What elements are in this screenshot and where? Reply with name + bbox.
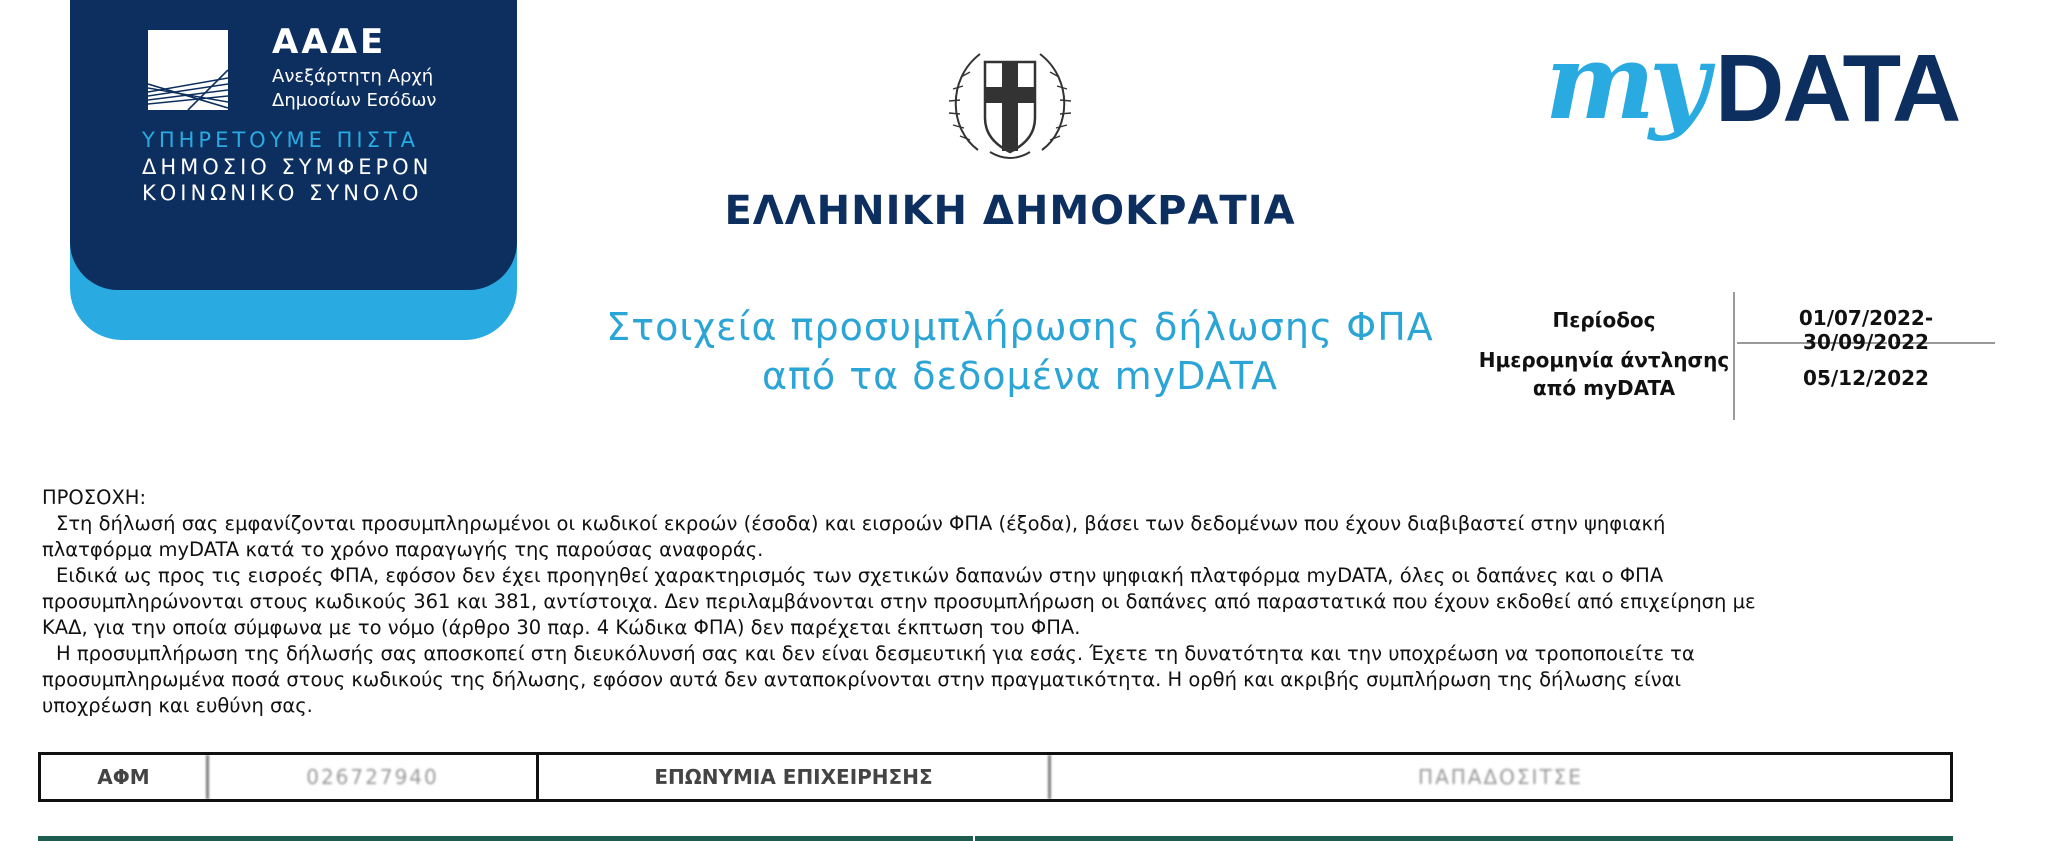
notice-p1-line2: πλατφόρμα myDATA κατά το χρόνο παραγωγής της παρούσας αναφοράς. <box>42 538 764 561</box>
aade-badge-dark <box>70 0 517 290</box>
business-name-label: ΕΠΩΝΥΜΙΑ ΕΠΙΧΕΙΡΗΣΗΣ <box>536 755 1048 799</box>
notice-p3-line1: Η προσυμπλήρωση της δήλωσής σας αποσκοπεί στη διευκόλυνσή σας και δεν είναι δεσμευτική για εσάς. Έχετε τη δυνατότητα και την υποχρέωση να τροποποιείτε τα <box>56 642 1695 665</box>
aade-emblem-icon <box>148 30 228 110</box>
extraction-date-label-line1: Ημερομηνία άντλησης <box>1478 348 1730 372</box>
notice-p1-line1: Στη δήλωσή σας εμφανίζονται προσυμπληρωμένοι οι κωδικοί εκροών (έσοδα) και εισροών ΦΠΑ (έξοδα), βάσει των δεδομένων που έχουν διαβιβαστεί στην ψηφιακή <box>56 512 1666 535</box>
aade-acronym: ΑΑΔΕ <box>272 22 387 62</box>
extraction-date-label-line2: από myDATA <box>1532 376 1676 400</box>
notice-p3-line3: υποχρέωση και ευθύνη σας. <box>42 694 313 717</box>
notice-p2-line3: ΚΑΔ, για την οποία σύμφωνα με το νόμο (άρθρο 30 παρ. 4 Κώδικα ΦΠΑ) δεν παρέχεται έκπτωση του ΦΠΑ. <box>42 616 1081 639</box>
extraction-date-label <box>1475 346 1733 402</box>
notice-p2-line1: Ειδικά ως προς τις εισροές ΦΠΑ, εφόσον δεν έχει προηγηθεί χαρακτηρισμός των σχετικών δαπανών στην ψηφιακή πλατφόρμα myDATA, όλες οι δαπάνες και ο ΦΠΑ <box>56 564 1664 587</box>
afm-label: ΑΦΜ <box>97 765 150 789</box>
section-bar-left <box>38 836 973 841</box>
business-name-value: ΠΑΠΑΔΟΣΙΤΣΕ <box>1048 755 1950 799</box>
period-value: 01/07/2022-30/09/2022 <box>1798 306 1934 354</box>
aade-subtitle-line1: Ανεξάρτητη Αρχή <box>272 66 434 87</box>
info-divider-vertical <box>1733 292 1735 420</box>
notice-p3-line2: προσυμπληρωμένα ποσά στους κωδικούς της δήλωσης, εφόσον αυτά δεν ανταποκρίνονται στην πραγματικότητα. Η ορθή και ακριβής συμπλήρωση της δήλωσης είναι <box>42 668 1682 691</box>
aade-motto-line3: ΚΟΙΝΩΝΙΚΟ ΣΥΝΟΛΟ <box>142 181 423 205</box>
aade-logo <box>70 0 520 340</box>
business-info-row <box>38 752 1953 802</box>
notice-block <box>42 485 1992 719</box>
mydata-logo-my: my <box>1545 20 1704 143</box>
mydata-logo <box>1545 20 1965 200</box>
section-bar-right <box>975 836 1953 841</box>
period-info-table <box>1475 292 1995 420</box>
aade-motto-line1: ΥΠΗΡΕΤΟΥΜΕ ΠΙΣΤΑ <box>142 128 420 152</box>
aade-subtitle-line2: Δημοσίων Εσόδων <box>272 90 437 111</box>
report-title-line1: Στοιχεία προσυμπλήρωσης δήλωσης ΦΠΑ <box>606 305 1434 349</box>
aade-motto-line2: ΔΗΜΟΣΙΟ ΣΥΜΦΕΡΟΝ <box>142 155 433 179</box>
notice-p2-line2: προσυμπληρώνονται στους κωδικούς 361 και 381, αντίστοιχα. Δεν περιλαμβάνονται στην προσυμπλήρωση οι δαπάνες από παραστατικά που έχουν εκδοθεί από επιχείρηση με <box>42 590 1756 613</box>
report-title-line2: από τα δεδομένα myDATA <box>761 354 1279 398</box>
afm-value: 026727940 <box>206 755 536 799</box>
extraction-date-value: 05/12/2022 <box>1803 366 1929 390</box>
notice-heading: ΠΡΟΣΟΧΗ: <box>42 486 147 509</box>
republic-heading: ΕΛΛΗΝΙΚΗ ΔΗΜΟΚΡΑΤΙΑ <box>724 188 1296 234</box>
greek-coat-of-arms-icon <box>940 40 1080 170</box>
period-label: Περίοδος <box>1552 308 1656 332</box>
mydata-logo-data: DATA <box>1715 35 1960 142</box>
